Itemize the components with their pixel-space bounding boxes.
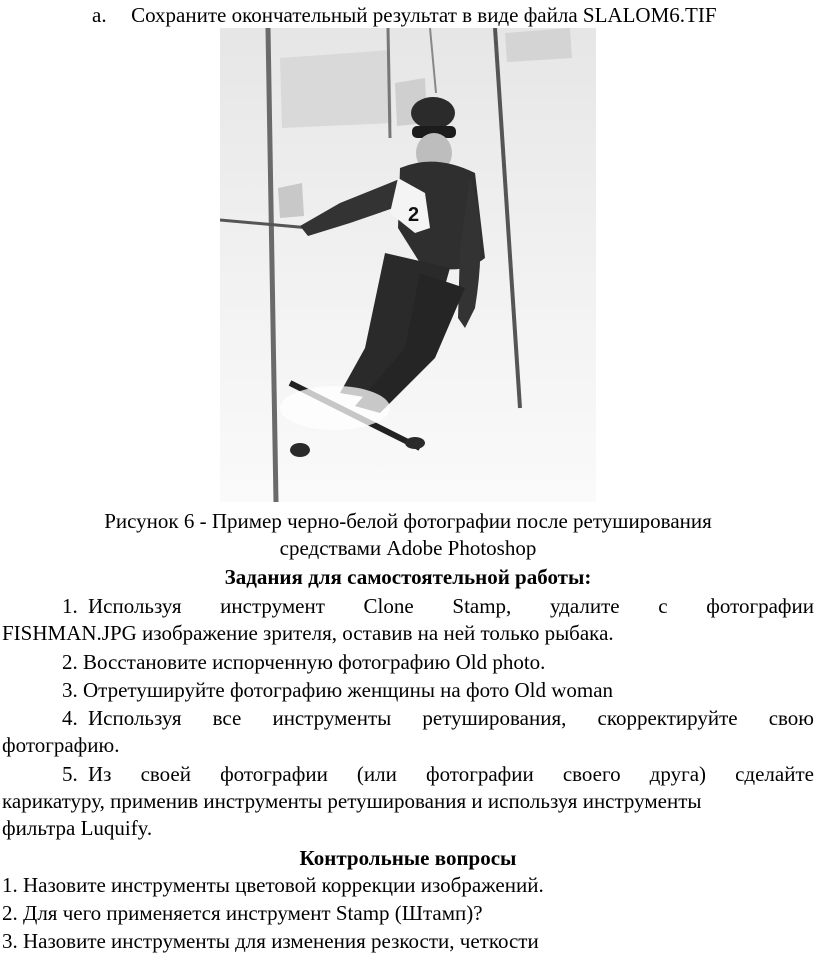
task-5-line1: Из своей фотографии (или фотографии своего друга) сделайте <box>88 762 814 786</box>
tasks-heading: Задания для самостоятельной работы: <box>224 565 592 589</box>
task-4-number: 4. <box>62 706 78 730</box>
figure-caption-line1: Рисунок 6 - Пример черно-белой фотографии после ретуширования <box>104 509 712 533</box>
question-1: 1. Назовите инструменты цветовой коррекции изображений. <box>2 873 544 897</box>
task-5-line3: фильтра Luquify. <box>2 816 153 840</box>
task-4-line2: фотографию. <box>2 733 120 757</box>
task-1-number: 1. <box>62 594 78 618</box>
questions-heading: Контрольные вопросы <box>299 846 517 870</box>
step-a-text: Сохраните окончательный результат в виде файла SLALOM6.TIF <box>131 3 717 27</box>
task-1-line1: Используя инструмент Clone Stamp, удалите с фотографии <box>88 594 814 618</box>
task-5-number: 5. <box>62 762 78 786</box>
question-3: 3. Назовите инструменты для изменения резкости, четкости <box>2 929 539 953</box>
slalom-photo <box>220 28 596 502</box>
task-3: 3. Отретушируйте фотографию женщины на фото Old woman <box>62 678 614 702</box>
task-2: 2. Восстановите испорченную фотографию Old photo. <box>62 650 546 674</box>
step-a <box>92 2 717 28</box>
bib-number: 2 <box>408 204 420 226</box>
question-2: 2. Для чего применяется инструмент Stamp (Штамп)? <box>2 901 483 925</box>
task-1-line2: FISHMAN.JPG изображение зрителя, оставив на ней только рыбака. <box>2 621 614 645</box>
step-a-marker: a. <box>92 3 107 27</box>
figure-caption-line2: средствами Adobe Photoshop <box>279 536 537 560</box>
task-5-line2: карикатуру, применив инструменты ретуширования и используя инструменты <box>2 789 702 813</box>
task-4-line1: Используя все инструменты ретуширования, скорректируйте свою <box>88 706 814 730</box>
